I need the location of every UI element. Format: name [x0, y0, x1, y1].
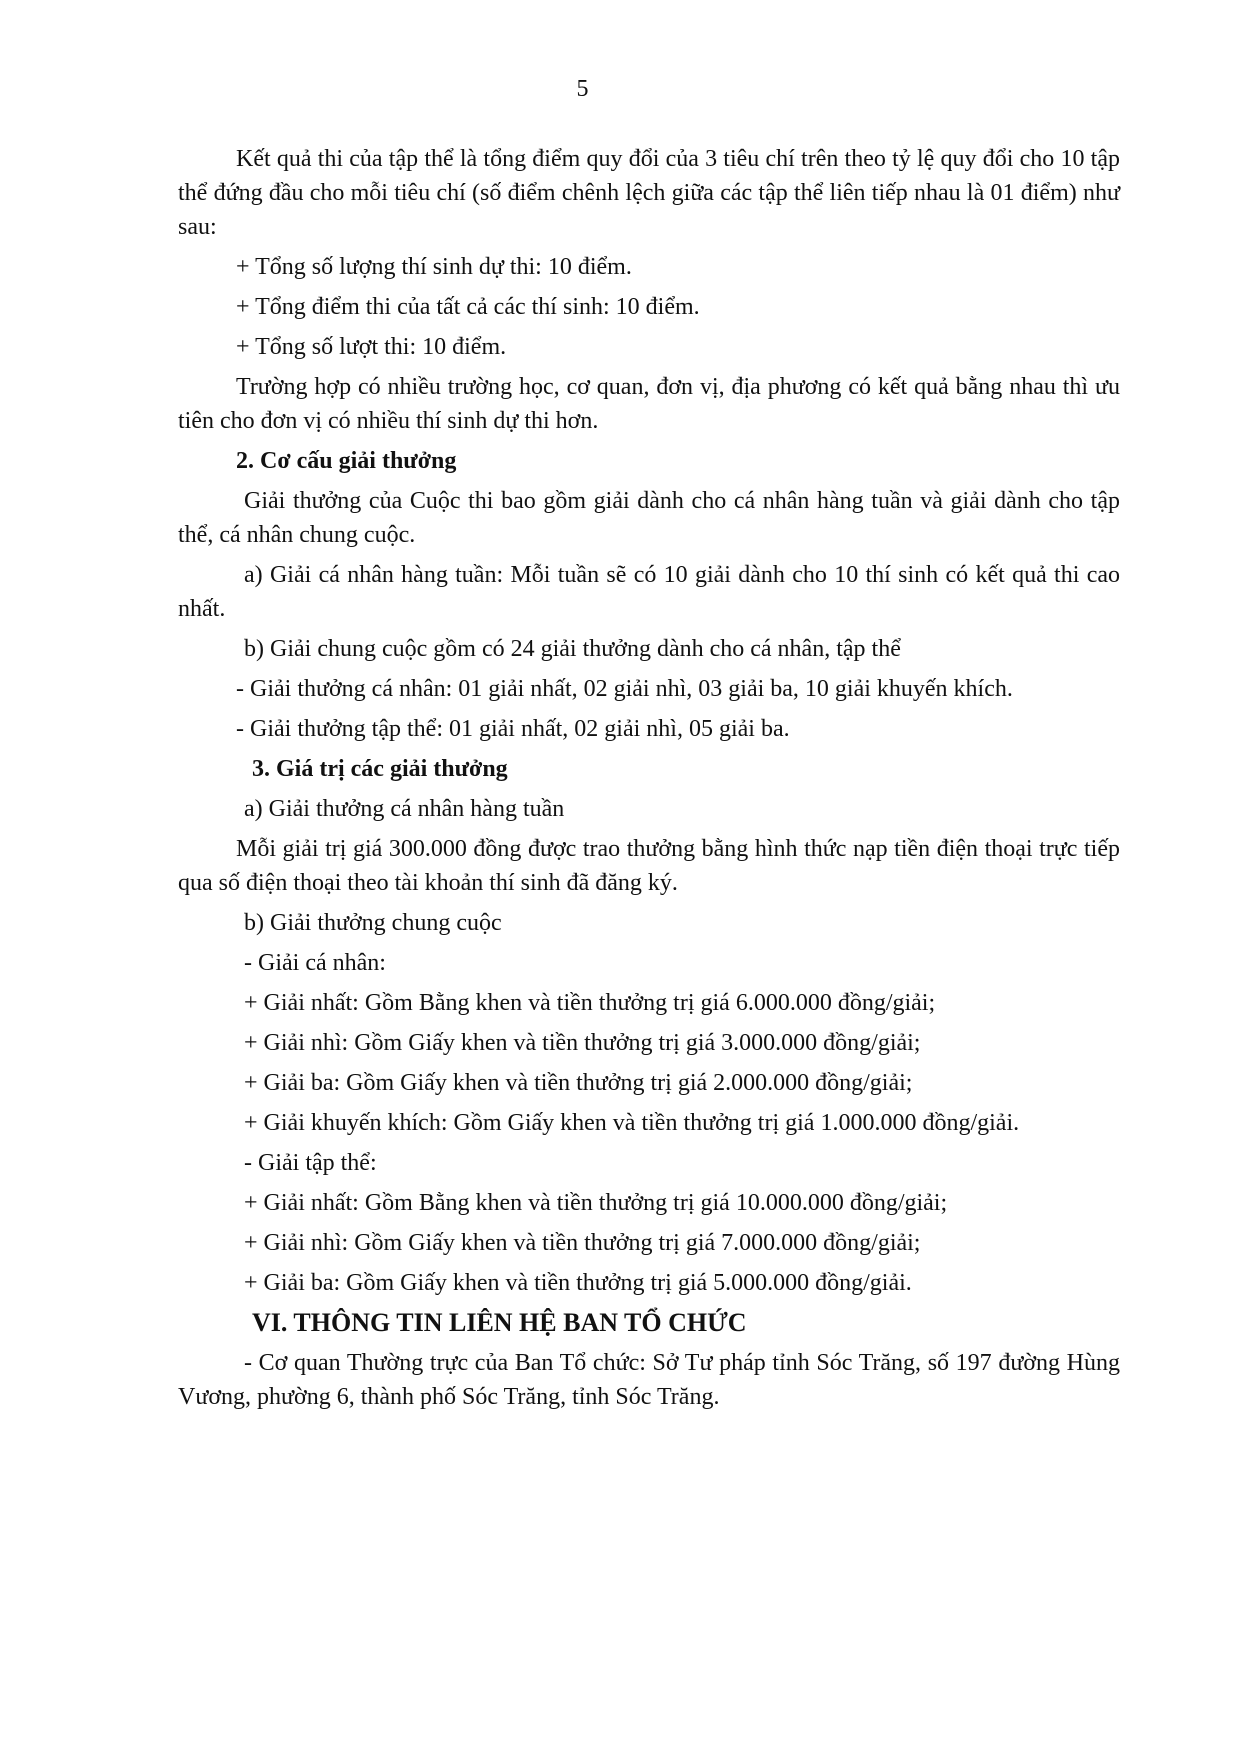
paragraph-collective-second: + Giải nhì: Gồm Giấy khen và tiền thưởng trị giá 7.000.000 đồng/giải; [244, 1230, 921, 1256]
paragraph-final-value-title: b) Giải thưởng chung cuộc [244, 910, 502, 936]
page-number: 5 [576, 76, 589, 102]
heading-contact: VI. THÔNG TIN LIÊN HỆ BAN TỔ CHỨC [252, 1308, 747, 1337]
document-body [178, 142, 1120, 1420]
paragraph-final-prize: b) Giải chung cuộc gồm có 24 giải thưởng dành cho cá nhân, tập thể [244, 636, 901, 662]
paragraph-individual-encouragement: + Giải khuyến khích: Gồm Giấy khen và tiền thưởng trị giá 1.000.000 đồng/giải. [244, 1110, 1020, 1136]
heading-prize-values: 3. Giá trị các giải thưởng [252, 756, 508, 782]
paragraph-individual-prizes: - Giải thưởng cá nhân: 01 giải nhất, 02 giải nhì, 03 giải ba, 10 giải khuyến khích. [236, 676, 1013, 702]
paragraph-contact-address: - Cơ quan Thường trực của Ban Tổ chức: Sở Tư pháp tỉnh Sóc Trăng, số 197 đường Hùng Vương, phường 6, thành phố Sóc Trăng, tỉnh Sóc Trăng. [178, 1350, 1120, 1410]
paragraph-collective-first: + Giải nhất: Gồm Bằng khen và tiền thưởng trị giá 10.000.000 đồng/giải; [244, 1190, 948, 1216]
paragraph-tie-break: Trường hợp có nhiều trường học, cơ quan, đơn vị, địa phương có kết quả bằng nhau thì ưu tiên cho đơn vị có nhiều thí sinh dự thi hơn. [178, 374, 1120, 434]
paragraph-criterion-total-score: + Tổng điểm thi của tất cả các thí sinh: 10 điểm. [236, 294, 700, 320]
paragraph-criterion-participants: + Tổng số lượng thí sinh dự thi: 10 điểm. [236, 254, 632, 280]
paragraph-collective-label: - Giải tập thể: [244, 1150, 377, 1176]
paragraph-individual-first: + Giải nhất: Gồm Bằng khen và tiền thưởng trị giá 6.000.000 đồng/giải; [244, 990, 936, 1016]
paragraph-weekly-prize: a) Giải cá nhân hàng tuần: Mỗi tuần sẽ có 10 giải dành cho 10 thí sinh có kết quả thi cao nhất. [178, 562, 1120, 622]
paragraph-individual-third: + Giải ba: Gồm Giấy khen và tiền thưởng trị giá 2.000.000 đồng/giải; [244, 1070, 913, 1096]
paragraph-collective-result: Kết quả thi của tập thể là tổng điểm quy đổi của 3 tiêu chí trên theo tỷ lệ quy đổi cho 10 tập thể đứng đầu cho mỗi tiêu chí (số điểm chênh lệch giữa các tập thể liên tiếp nhau là 01 điểm) như sau: [178, 146, 1120, 240]
paragraph-individual-label: - Giải cá nhân: [244, 950, 386, 976]
paragraph-weekly-value-title: a) Giải thưởng cá nhân hàng tuần [244, 796, 565, 822]
paragraph-weekly-value: Mỗi giải trị giá 300.000 đồng được trao thưởng bằng hình thức nạp tiền điện thoại trực tiếp qua số điện thoại theo tài khoản thí sinh đã đăng ký. [178, 836, 1120, 896]
heading-prize-structure: 2. Cơ cấu giải thưởng [236, 448, 457, 474]
paragraph-prize-overview: Giải thưởng của Cuộc thi bao gồm giải dành cho cá nhân hàng tuần và giải dành cho tập thể, cá nhân chung cuộc. [178, 488, 1120, 548]
paragraph-collective-prizes: - Giải thưởng tập thể: 01 giải nhất, 02 giải nhì, 05 giải ba. [236, 716, 790, 742]
paragraph-collective-third: + Giải ba: Gồm Giấy khen và tiền thưởng trị giá 5.000.000 đồng/giải. [244, 1270, 912, 1296]
paragraph-criterion-attempts: + Tổng số lượt thi: 10 điểm. [236, 334, 507, 360]
paragraph-individual-second: + Giải nhì: Gồm Giấy khen và tiền thưởng trị giá 3.000.000 đồng/giải; [244, 1030, 921, 1056]
